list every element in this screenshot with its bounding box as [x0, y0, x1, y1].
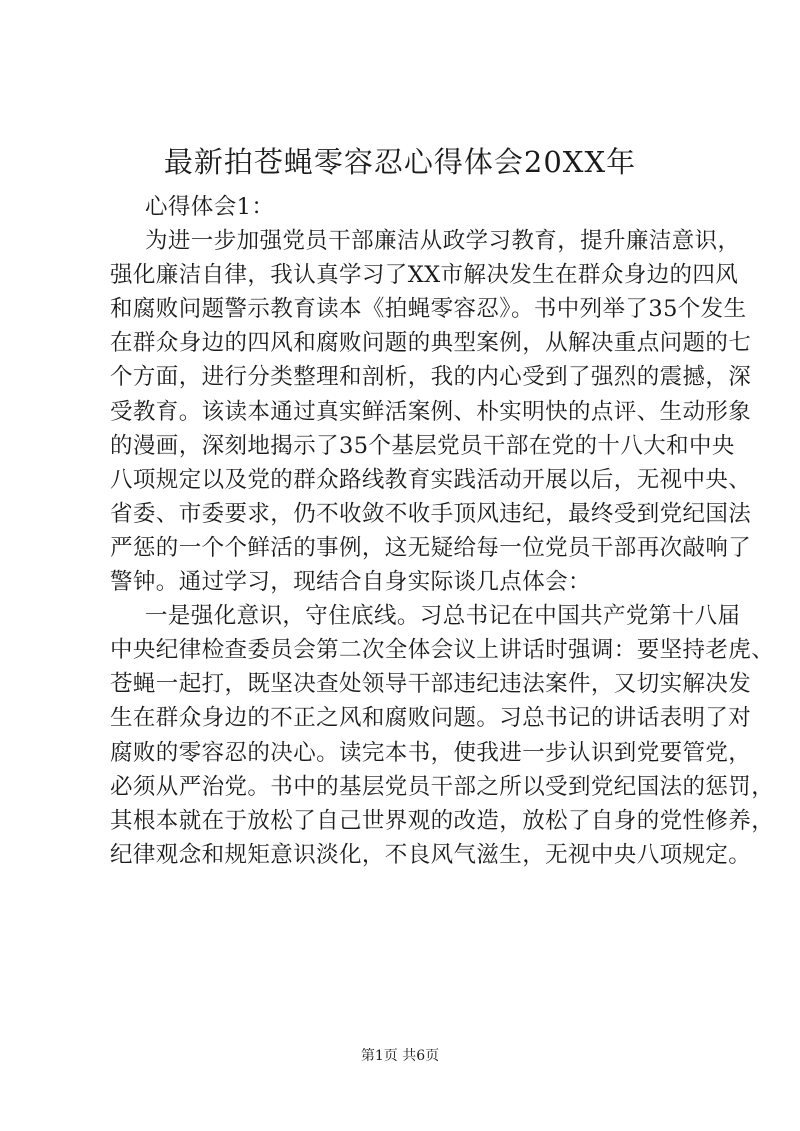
paragraph-line: 八项规定以及党的群众路线教育实践活动开展以后，无视中央、	[110, 466, 752, 493]
paragraph-line: 在群众身边的四风和腐败问题的典型案例，从解决重点问题的七	[110, 330, 752, 357]
paragraph-line: 纪律观念和规矩意识淡化，不良风气滋生，无视中央八项规定。	[110, 841, 752, 868]
document-body	[110, 190, 775, 872]
paragraph-line: 严惩的一个个鲜活的事例，这无疑给每一位党员干部再次敲响了	[110, 534, 752, 561]
paragraph-line: 为进一步加强党员干部廉洁从政学习教育，提升廉洁意识，	[145, 228, 741, 255]
paragraph-line: 强化廉洁自律，我认真学习了XX市解决发生在群众身边的四风	[110, 262, 739, 289]
paragraph-line: 腐败的零容忍的决心。读完本书，使我进一步认识到党要管党，	[110, 739, 752, 766]
section-heading: 心得体会1：	[145, 194, 275, 220]
page-footer: 第1页 共6页	[360, 1048, 440, 1064]
paragraph-line: 中央纪律检查委员会第二次全体会议上讲话时强调：要坚持老虎、	[110, 637, 775, 664]
paragraph-line: 警钟。通过学习，现结合自身实际谈几点体会：	[110, 569, 591, 596]
paragraph-line: 的漫画，深刻地揭示了35个基层党员干部在党的十八大和中央	[110, 432, 735, 459]
document-title: 最新拍苍蝇零容忍心得体会20XX年	[163, 145, 637, 179]
paragraph-1	[110, 224, 752, 599]
paragraph-line: 必须从严治党。书中的基层党员干部之所以受到党纪国法的惩罚，	[110, 773, 775, 800]
paragraph-line: 一是强化意识，守住底线。习总书记在中国共产党第十八届	[145, 603, 741, 630]
paragraph-line: 个方面，进行分类整理和剖析，我的内心受到了强烈的震撼，深	[110, 364, 752, 391]
paragraph-line: 其根本就在于放松了自己世界观的改造，放松了自身的党性修养，	[110, 807, 775, 834]
paragraph-line: 和腐败问题警示教育读本《拍蝇零容忍》。书中列举了35个发生	[110, 296, 747, 323]
paragraph-line: 受教育。该读本通过真实鲜活案例、朴实明快的点评、生动形象	[110, 398, 752, 425]
paragraph-line: 苍蝇一起打，既坚决查处领导干部违纪违法案件，又切实解决发	[110, 671, 752, 698]
paragraph-line: 省委、市委要求，仍不收敛不收手顶风违纪，最终受到党纪国法	[110, 500, 752, 527]
paragraph-line: 生在群众身边的不正之风和腐败问题。习总书记的讲话表明了对	[110, 705, 752, 732]
paragraph-2	[110, 599, 775, 872]
